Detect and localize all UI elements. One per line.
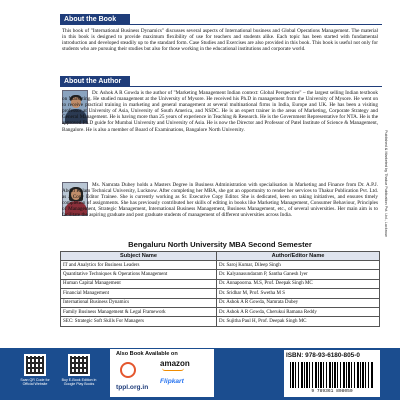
author-cell: Dr. Kalyanasundaram P, Santha Ganesh Iyer: [217, 270, 380, 279]
table-row: [61, 289, 380, 298]
tppl-website-link[interactable]: tppl.org.in: [116, 384, 149, 391]
about-author-heading: About the Author: [60, 76, 130, 87]
amazon-logo[interactable]: amazon: [160, 359, 190, 368]
heading-rule: [60, 86, 382, 87]
subject-cell: IT and Analytics for Business Leaders: [61, 261, 217, 270]
ebook-qr-code[interactable]: [68, 354, 90, 376]
column-header-subject: Subject Name: [61, 252, 217, 261]
table-row: [61, 270, 380, 279]
also-available-label: Also Book Available on: [116, 351, 178, 357]
qr-caption-website: Scan QR Code for Official Website: [20, 378, 50, 387]
barcode-digits: 9 789361 808050: [311, 389, 353, 394]
subject-cell: Financial Management: [61, 289, 217, 298]
table-row: [61, 307, 380, 316]
subject-cell: International Business Dynamics: [61, 298, 217, 307]
author-cell: Dr. Saroj Kumar, Dileep Singh: [217, 261, 380, 270]
subject-cell: Family Business Management & Legal Framework: [61, 307, 217, 316]
author-cell: Dr. Sujitha Paul H, Prof. Deepak Singh MC: [217, 317, 380, 326]
flipkart-logo[interactable]: Flipkart: [160, 378, 184, 385]
qr-caption-ebook: Buy E-Book Edition in Google Play Books: [61, 378, 97, 387]
subjects-table: [60, 251, 380, 327]
isbn-barcode: [290, 362, 374, 388]
author-cell: Dr. Ashok A R Gowda, Cherukui Ramana Reddy: [217, 307, 380, 316]
author-cell: Dr. Annapoorna. M.S, Prof. Deepak Singh MC: [217, 279, 380, 288]
isbn-number: ISBN: 978-93-6180-805-0: [286, 352, 360, 359]
author-cell: Dr. Ashok A R Gowda, Namrata Dubey: [217, 298, 380, 307]
about-book-heading: About the Book: [60, 14, 130, 25]
website-qr-code[interactable]: [24, 354, 46, 376]
about-book-text: This book of "International Business Dynamics" discusses several aspects of International business and Global Operations Management. The material in this book is designed to provide maximum flexibility of use for teachers and students alike. Each topic has been started with fundamental introduction and developed steadily up to the standard form. Case Studies and Exercises are also provided in this book. This book is useful not only for students who are pursuing their studies but also for those working in the educational institutions and corporate world.: [62, 28, 378, 53]
amazon-smile-icon: [162, 368, 184, 371]
semester-title: Bengaluru North University MBA Second Semester: [128, 240, 312, 249]
author-cell: Dr. Sridhar M, Prof. Swetha M S: [217, 289, 380, 298]
column-header-author: Author/Editor Name: [217, 252, 380, 261]
subject-cell: SEC: Strategic Soft Skills For Managers: [61, 317, 217, 326]
heading-rule: [60, 24, 382, 25]
spine-publisher-text: Published & Marketed by Thakur Publication Pvt. Ltd., Lucknow: [384, 130, 388, 237]
author1-bio: Dr. Ashok A R Gowda is the author of "Marketing Management Indian context: Global Perspective" – the largest selling Indian textbook on Marketing. He studied management at the University of Mysore. He received his Ph.D in management from the University of Mysore. He went on to receive practical training in marketing and general management at several multinational firms in India, Europe and UK. He has been a visiting professor at University of Asia, University of South America, and NSDC. He is an expert trainer in the areas of Marketing, Corporate Strategy and General Management. He is having more than 25 years of experience in Teaching & Research. He is the Government Representative for NTA. He is the approved Ph.D guide for Mumbai University and University of Asia. He is now the Director and Professor of Patel Institute of Science & Management, Bangalore. He is also a member of Board of Examinations, Bangalore North University.: [62, 90, 378, 133]
table-row: [61, 279, 380, 288]
subject-cell: Human Capital Management: [61, 279, 217, 288]
author2-bio: Ms. Namrata Dubey holds a Masters Degree in Business Administration with specialisation in Marketing and Finance from Dr. A.P.J. Abdul Kalam Technical University, Lucknow. After completing her MBA, she got an opportunity to render her services to Thakur Publication Pvt. Ltd. as a Copy Editor Trainee. She is currently working as Sr. Executive Copy Editor. She is dedicated, keen on taking initiatives, and ensures timely completion of assignments. She has previously contributed her skills of editing in books like Marketing Management, Consumer Behaviour, Principles of Management, Strategic Management, International Business Management, Business Management, etc., of several universities. Her main aim is to facilitate the aspiring graduate and post graduate students of management of different universities across India.: [62, 182, 378, 219]
table-row: [61, 261, 380, 270]
table-row: [61, 317, 380, 326]
subject-cell: Quantitative Techniques & Operations Management: [61, 270, 217, 279]
table-row: [61, 298, 380, 307]
tppl-logo-icon: [120, 362, 136, 378]
